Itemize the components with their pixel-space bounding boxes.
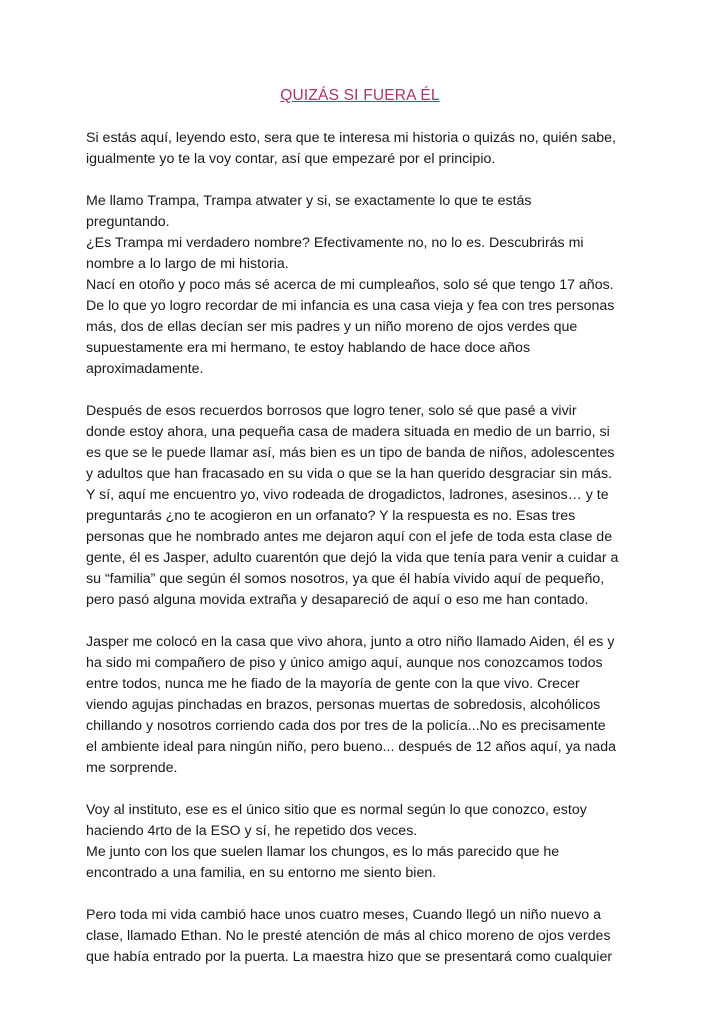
text-line: que había entrado por la puerta. La maestra hizo que se presentará como cualquier [86, 949, 613, 965]
text-line: aproximadamente. [86, 361, 204, 377]
paragraph [86, 128, 634, 170]
text-line: ¿Es Trampa mi verdadero nombre? Efectivamente no, no lo es. Descubrirás mi [86, 235, 584, 251]
text-line: entre todos, nunca me he fiado de la mayoría de gente con la que vivo. Crecer [86, 676, 580, 692]
paragraph [86, 401, 634, 611]
text-line: Voy al instituto, ese es el único sitio que es normal según lo que conozco, estoy [86, 802, 587, 818]
text-line: ha sido mi compañero de piso y único amigo aquí, aunque nos conozcamos todos [86, 655, 603, 671]
text-line: clase, llamado Ethan. No le presté atención de más al chico moreno de ojos verdes [86, 928, 611, 944]
text-line: nombre a lo largo de mi historia. [86, 256, 289, 272]
text-line: personas que he nombrado antes me dejaron aquí con el jefe de toda esta clase de [86, 529, 613, 545]
text-line: encontrado a una familia, en su entorno me siento bien. [86, 865, 437, 881]
document-body [86, 128, 634, 968]
text-line: viendo agujas pinchadas en brazos, personas muertas de sobredosis, alcohólicos [86, 697, 601, 713]
text-line: preguntando. [86, 214, 170, 230]
paragraph [86, 632, 634, 779]
document-title: QUIZÁS SI FUERA ÉL [280, 87, 440, 104]
text-line: pero pasó alguna movida extraña y desapareció de aquí o eso me han contado. [86, 592, 589, 608]
text-line: me sorprende. [86, 760, 178, 776]
text-line: igualmente yo te la voy contar, así que empezaré por el principio. [86, 151, 496, 167]
text-line: Pero toda mi vida cambió hace unos cuatro meses, Cuando llegó un niño nuevo a [86, 907, 602, 923]
text-line: donde estoy ahora, una pequeña casa de madera situada en medio de un barrio, si [86, 424, 610, 440]
text-line: es que se le puede llamar así, más bien es un tipo de banda de niños, adolescentes [86, 445, 615, 461]
text-line: Si estás aquí, leyendo esto, sera que te interesa mi historia o quizás no, quién sabe, [86, 130, 616, 146]
text-line: Jasper me colocó en la casa que vivo ahora, junto a otro niño llamado Aiden, él es y [86, 634, 615, 650]
text-line: su “familia” que según él somos nosotros, ya que él había vivido aquí de pequeño, [86, 571, 605, 587]
paragraph [86, 191, 634, 380]
text-line: haciendo 4rto de la ESO y sí, he repetido dos veces. [86, 823, 418, 839]
text-line: Me llamo Trampa, Trampa atwater y si, se exactamente lo que te estás [86, 193, 532, 209]
text-line: De lo que yo logro recordar de mi infancia es una casa vieja y fea con tres personas [86, 298, 615, 314]
text-line: Nací en otoño y poco más sé acerca de mi cumpleaños, solo sé que tengo 17 años. [86, 277, 614, 293]
text-line: supuestamente era mi hermano, te estoy hablando de hace doce años [86, 340, 531, 356]
text-line: preguntarás ¿no te acogieron en un orfanato? Y la respuesta es no. Esas tres [86, 508, 576, 524]
text-line: gente, él es Jasper, adulto cuarentón que dejó la vida que tenía para venir a cuidar a [86, 550, 619, 566]
text-line: y adultos que han fracasado en su vida o que se la han querido desgraciar sin más. [86, 466, 613, 482]
paragraph [86, 905, 634, 968]
text-line: chillando y nosotros corriendo cada dos por tres de la policía...No es precisamente [86, 718, 606, 734]
paragraph [86, 800, 634, 884]
text-line: Y sí, aquí me encuentro yo, vivo rodeada de drogadictos, ladrones, asesinos… y te [86, 487, 609, 503]
text-line: Después de esos recuerdos borrosos que logro tener, solo sé que pasé a vivir [86, 403, 577, 419]
text-line: más, dos de ellas decían ser mis padres y un niño moreno de ojos verdes que [86, 319, 578, 335]
text-line: el ambiente ideal para ningún niño, pero bueno... después de 12 años aquí, ya nada [86, 739, 617, 755]
text-line: Me junto con los que suelen llamar los chungos, es lo más parecido que he [86, 844, 560, 860]
